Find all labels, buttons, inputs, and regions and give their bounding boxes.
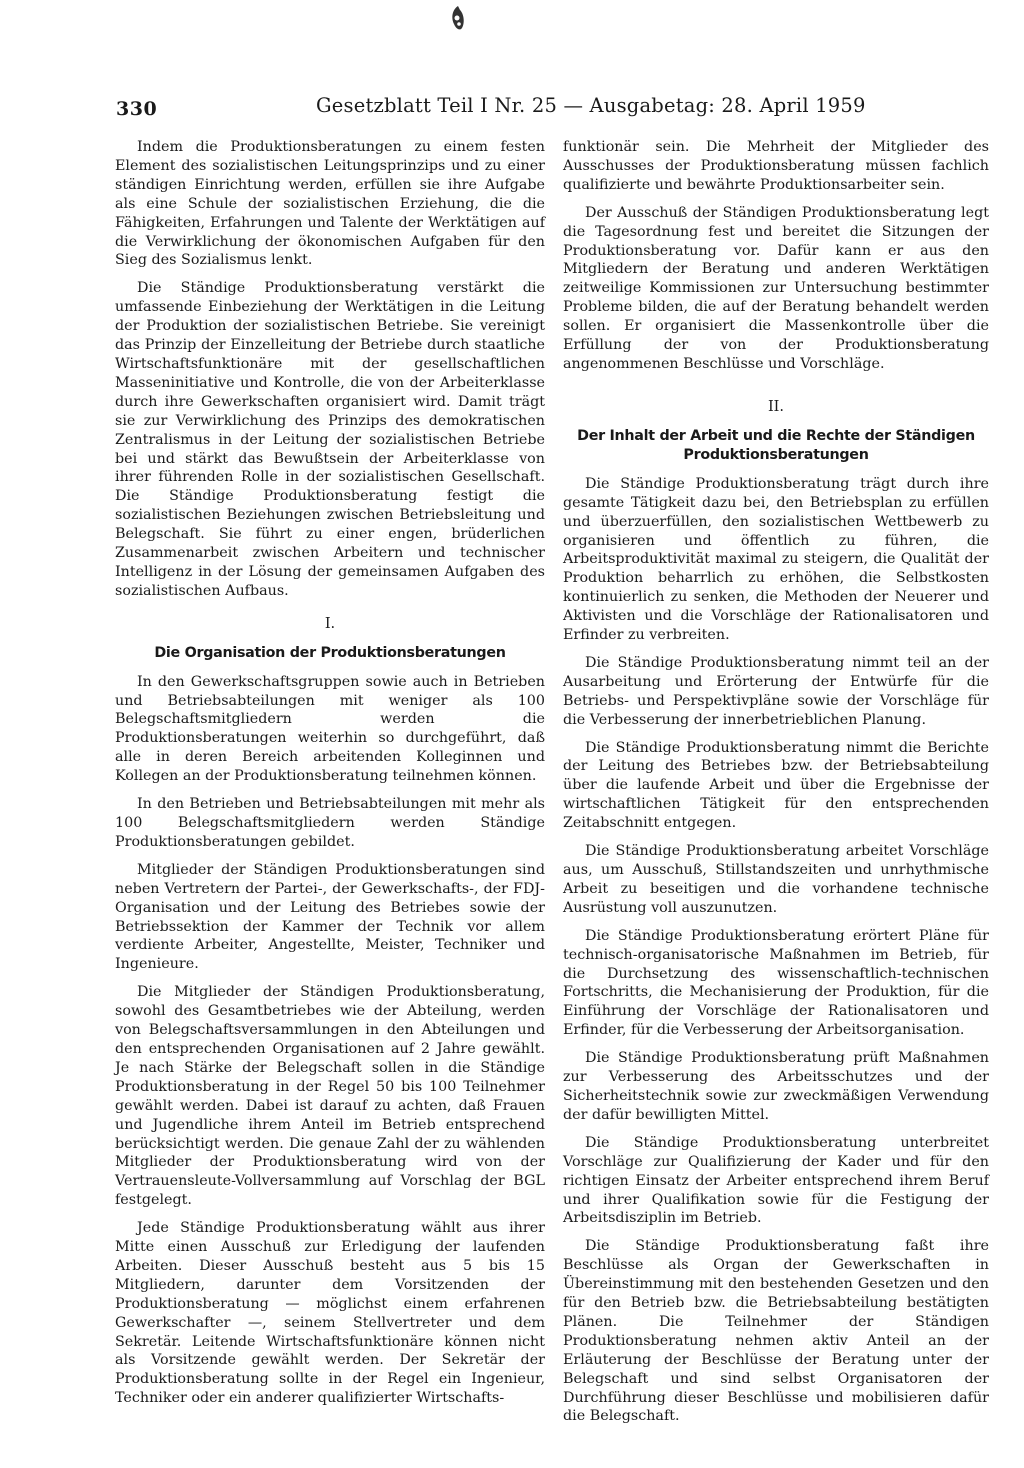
header-title: Gesetzblatt Teil I Nr. 25 — Ausgabetag: 28. April 1959 bbox=[316, 94, 866, 117]
paragraph: In den Betrieben und Betriebsabteilungen mit mehr als 100 Belegschaftsmitgliedern werden Ständige Produktionsberatungen gebildet. bbox=[115, 796, 545, 850]
paragraph: Die Ständige Produktionsberatung erörtert Pläne für technisch-organisatorische Maßnahmen im Betrieb, für die Durchsetzung des wissenschaftlich-technischen Fortschritts, die Mechanisierung der Produktion, für die Einführung der Vorschläge der Rationalisatoren und Erfinder, für die Verbesserung der Arbeitsorganisation. bbox=[563, 927, 989, 1039]
paragraph: Die Mitglieder der Ständigen Produktionsberatung, sowohl des Gesamtbetriebes wie der Abteilung, werden von Belegschaftsversammlungen in den Abteilungen und den entsprechenden Organisationen auf 2 Jahre gewählt. Je nach Stärke der Belegschaft sollen in die Ständige Produktionsberatung in der Regel 50 bis 100 Teilnehmer gewählt werden. Dabei ist darauf zu achten, daß Frauen und Jugendliche ihrem Anteil im Betrieb entsprechend berücksichtigt werden. Die genaue Zahl der zu wählenden Mitglieder der Produktionsberatung wird von der Vertrauensleute-Vollversammlung auf Vorschlag der BGL festgelegt. bbox=[115, 984, 545, 1209]
paragraph: Die Ständige Produktionsberatung nimmt teil an der Ausarbeitung und Erörterung der Entwürfe für die Betriebs- und Perspektivpläne sowie der Vorschläge für die Verbesserung der innerbetrieblichen Planung. bbox=[563, 654, 989, 728]
page-number: 330 bbox=[116, 98, 158, 120]
paragraph: Mitglieder der Ständigen Produktionsberatungen sind neben Vertretern der Partei-, der Gewerkschafts-, der FDJ-Organisation und der Leitung des Betriebes sowie der Betriebssektion der Kammer der Technik vor allem verdiente Arbeiter, Angestellte, Meister, Techniker und Ingenieure. bbox=[115, 861, 545, 973]
right-column bbox=[563, 138, 989, 1435]
paragraph: Die Ständige Produktionsberatung unterbreitet Vorschläge zur Qualifizierung der Kader und für den richtigen Einsatz der Arbeiter entsprechend ihrem Beruf und ihrer Qualifikation sowie für die Festigung der Arbeitsdisziplin im Betrieb. bbox=[563, 1134, 989, 1227]
page-header bbox=[110, 88, 910, 122]
section-number: II. bbox=[767, 398, 785, 415]
paragraph: Die Ständige Produktionsberatung prüft Maßnahmen zur Verbesserung des Arbeitsschutzes und der Sicherheitstechnik sowie zur zweckmäßigen Verwendung der dafür bewilligten Mittel. bbox=[563, 1050, 989, 1123]
printer-mark-icon bbox=[448, 4, 468, 34]
paragraph: Jede Ständige Produktionsberatung wählt aus ihrer Mitte einen Ausschuß zur Erledigung der laufenden Arbeiten. Dieser Ausschuß besteht aus 5 bis 15 Mitgliedern, darunter dem Vorsitzenden der Produktionsberatung — möglichst einem erfahrenen Gewerkschafter —, seinem Stellvertreter und dem Sekretär. Leitende Wirtschaftsfunktionäre können nicht als Vorsitzende gewählt werden. Der Sekretär der Produktionsberatung sollte in der Regel ein Ingenieur, Techniker oder ein anderer qualifizierter Wirtschafts- bbox=[115, 1220, 545, 1407]
section-heading: Die Organisation der Produktionsberatungen bbox=[154, 644, 506, 661]
paragraph: Die Ständige Produktionsberatung nimmt die Berichte der Leitung des Betriebes bzw. der Betriebsabteilung über die laufende Arbeit und über die Ergebnisse der wirtschaftlichen Tätigkeit für den entsprechenden Zeitabschnitt entgegen. bbox=[563, 739, 989, 832]
paragraph: In den Gewerkschaftsgruppen sowie auch in Betrieben und Betriebsabteilungen mit weniger als 100 Belegschaftsmitgliedern werden die Produktionsberatungen weiterhin so durchgeführt, daß alle in deren Bereich arbeitenden Kolleginnen und Kollegen an der Produktionsberatung teilnehmen können. bbox=[115, 673, 545, 785]
paragraph: Die Ständige Produktionsberatung faßt ihre Beschlüsse als Organ der Gewerkschaften in Übereinstimmung mit den bestehenden Gesetzen und den für den Betrieb bzw. die Betriebsabteilung bestätigten Plänen. Die Teilnehmer der Ständigen Produktionsberatung nehmen aktiv Anteil an der Erläuterung der Beschlüsse der Beratung unter der Belegschaft und sind selbst Organisatoren der Durchführung dieser Beschlüsse und mobilisieren dafür die Belegschaft. bbox=[563, 1238, 989, 1425]
paragraph: Indem die Produktionsberatungen zu einem festen Element des sozialistischen Leitungsprinzips und zu einer ständigen Einrichtung werden, erfüllen sie ihre Aufgabe als eine Schule der sozialistischen Erziehung, die die Fähigkeiten, Erfahrungen und Talente der Werktätigen auf die Verwirklichung der ökonomischen Aufgaben für den Sieg des Sozialismus lenkt. bbox=[115, 139, 545, 269]
left-column bbox=[115, 138, 545, 1417]
section-heading: Der Inhalt der Arbeit und die Rechte der Ständigen Produktionsberatungen bbox=[577, 427, 975, 463]
paragraph: Der Ausschuß der Ständigen Produktionsberatung legt die Tagesordnung fest und bereitet die Sitzungen der Produktionsberatung vor. Dafür kann er aus den Mitgliedern der Beratung und anderen Werktätigen zeitweilige Kommissionen zur Untersuchung bestimmter Probleme bilden, die auf der Beratung behandelt werden sollen. Er organisiert die Massenkontrolle über die Erfüllung der von der Produktionsberatung angenommenen Beschlüsse und Vorschläge. bbox=[563, 204, 989, 372]
section-number: I. bbox=[324, 615, 336, 632]
paragraph: Die Ständige Produktionsberatung arbeitet Vorschläge aus, um Ausschuß, Stillstandszeiten und unrhythmische Arbeit zu beseitigen und die vorhandene technische Ausrüstung voll auszunutzen. bbox=[563, 843, 989, 916]
paragraph: funktionär sein. Die Mehrheit der Mitglieder des Ausschusses der Produktionsberatung müssen fachlich qualifizierte und bewährte Produktionsarbeiter sein. bbox=[563, 139, 989, 193]
paragraph: Die Ständige Produktionsberatung trägt durch ihre gesamte Tätigkeit dazu bei, den Betriebsplan zu erfüllen und überzuerfüllen, den sozialistischen Wettbewerb zu organisieren und öffentlich zu führen, die Arbeitsproduktivität maximal zu steigern, die Qualität der Produktion beharrlich zu erhöhen, die Selbstkosten kontinuierlich zu senken, die Methoden der Neuerer und Aktivisten und die Vorschläge der Rationalisatoren und Erfinder zu verbreiten. bbox=[563, 475, 989, 644]
paragraph: Die Ständige Produktionsberatung verstärkt die umfassende Einbeziehung der Werktätigen in die Leitung der Produktion der sozialistischen Betriebe. Sie vereinigt das Prinzip der Einzelleitung der Betriebe durch staatliche Wirtschaftsfunktionäre mit der gesellschaftlichen Masseninitiative und Kontrolle, die von der Arbeiterklasse durch ihre Gewerkschaften organisiert wird. Damit trägt sie zur Verwirklichung des Prinzips des demokratischen Zentralismus in der Leitung der sozialistischen Betriebe bei und stärkt das Bewußtsein der Arbeiterklasse von ihrer führenden Rolle in der sozialistischen Gesellschaft. Die Ständige Produktionsberatung festigt die sozialistischen Beziehungen zwischen Betriebsleitung und Belegschaft. Sie führt zu einer engen, brüderlichen Zusammenarbeit zwischen Arbeitern und technischer Intelligenz in der Lösung der gemeinsamen Aufgaben des sozialistischen Aufbaus. bbox=[115, 280, 545, 599]
